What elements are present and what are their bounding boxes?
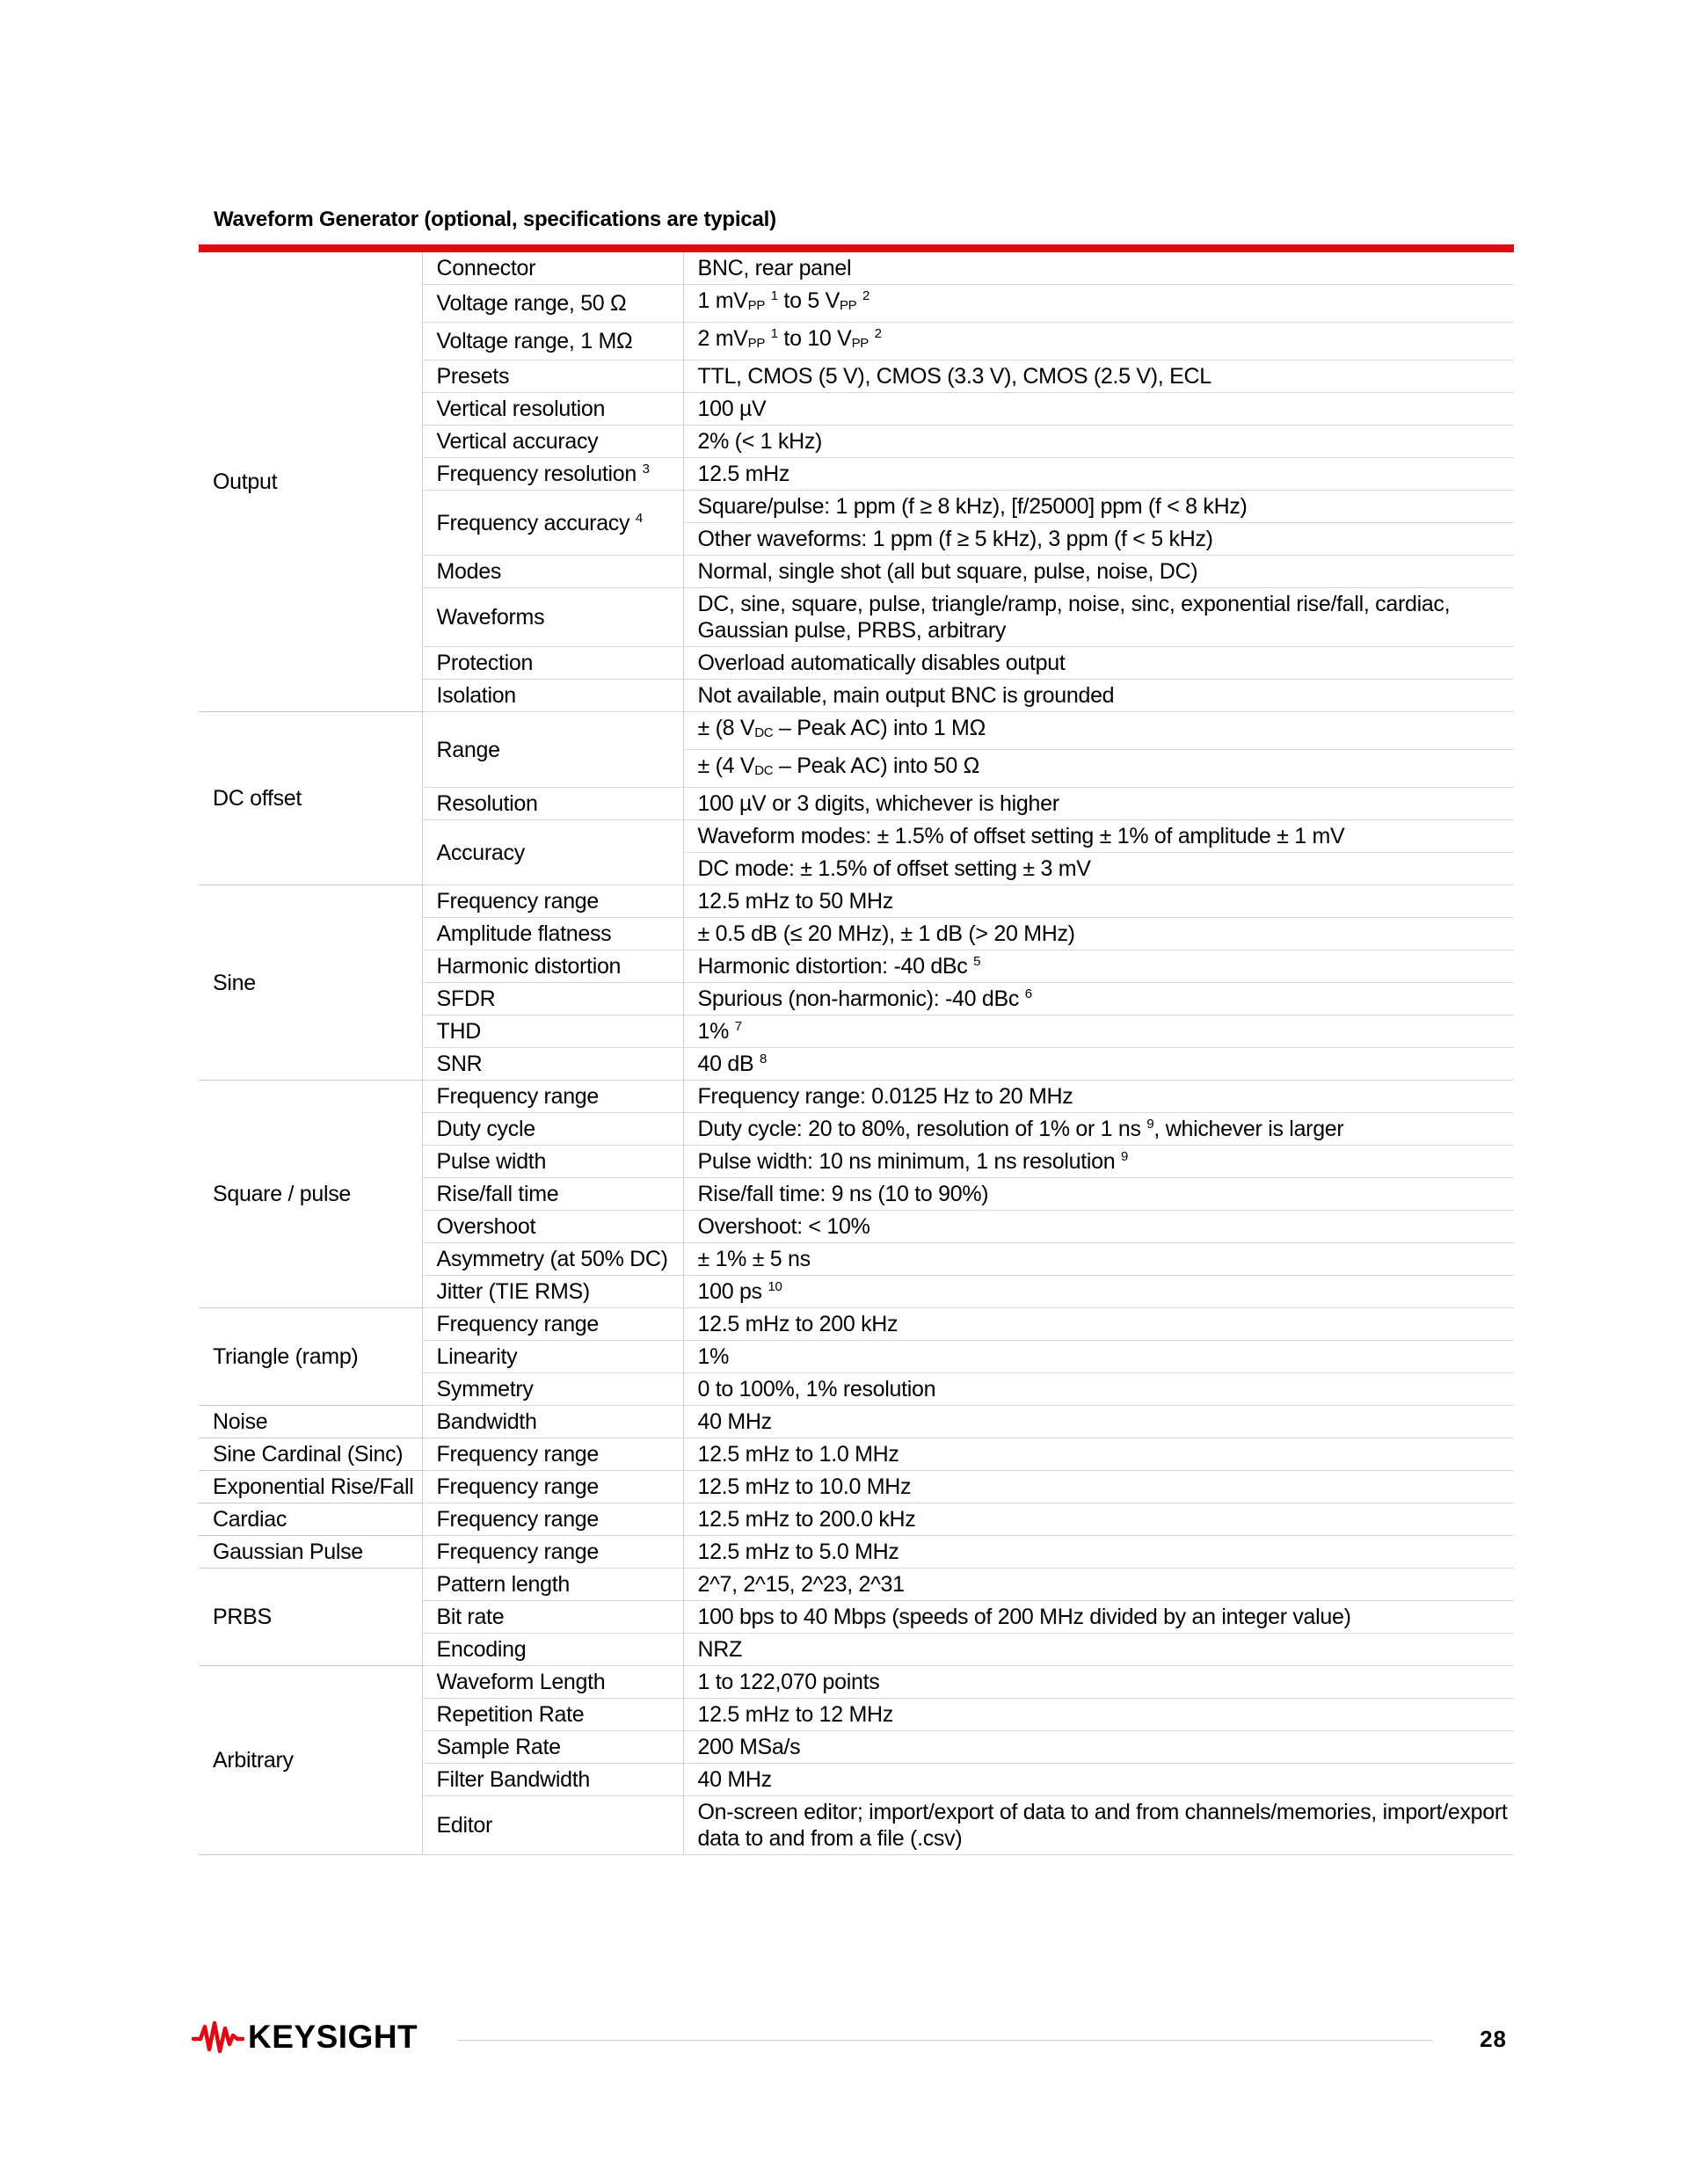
text-run: Frequency accuracy [436,510,636,535]
text-run: data to and from a file (.csv) [697,1826,963,1851]
spec-category: Sine [199,885,422,1081]
spec-value [683,1146,1514,1178]
spec-value [683,820,1514,885]
spec-value-line [698,558,1515,585]
spec-value [683,918,1514,950]
text-run: Other waveforms: 1 ppm (f ≥ 5 kHz), 3 ppm (f < 5 kHz) [697,527,1213,551]
text-run: Bandwidth [436,1409,537,1434]
text-run: Jitter (TIE RMS) [436,1279,590,1304]
spec-value [683,1276,1514,1308]
spec-value-line [698,288,1515,319]
spec-value-line [698,1701,1515,1728]
subscript: DC [754,763,774,778]
spec-value [683,1243,1514,1276]
spec-value [683,285,1514,323]
spec-parameter [422,1146,683,1178]
spec-parameter [422,588,683,647]
text-run: Duty cycle [436,1117,535,1141]
spec-parameter [422,1211,683,1243]
text-run: Asymmetry (at 50% DC) [436,1247,668,1271]
spec-parameter [422,885,683,918]
text-run: 12.5 mHz to 200 kHz [697,1312,899,1336]
spec-value-line [698,1474,1515,1500]
spec-table [199,244,1514,1855]
spec-value-line [698,650,1515,676]
footnote-ref: 8 [759,1052,768,1067]
keysight-logo [192,2019,418,2056]
spec-value [683,1536,1514,1569]
spec-value-line [698,986,1515,1012]
spec-value-line [698,790,1515,817]
text-run: On-screen editor; import/export of data to and from channels/memories, import/export [697,1800,1508,1824]
text-run: Pulse width [436,1149,547,1174]
text-run: Square/pulse: 1 ppm (f ≥ 8 kHz), [f/25000] ppm (f < 8 kHz) [697,494,1248,519]
spec-row [199,1406,1514,1438]
spec-value [683,1308,1514,1341]
text-run: Filter Bandwidth [436,1767,590,1792]
text-run: 12.5 mHz to 1.0 MHz [697,1442,899,1467]
spec-value [683,1634,1514,1666]
spec-value-line [698,1766,1515,1793]
text-run: 100 bps to 40 Mbps (speeds of 200 MHz divided by an integer value) [697,1605,1351,1629]
text-run: Pattern length [436,1572,570,1597]
spec-value [683,712,1514,788]
spec-parameter [422,1276,683,1308]
spec-value-line [684,491,1515,522]
text-run: Gaussian pulse, PRBS, arbitrary [697,618,1007,643]
spec-parameter [422,1764,683,1796]
text-run: Overshoot [436,1214,536,1239]
spec-value [683,1178,1514,1211]
spec-value-line [698,428,1515,455]
text-run: 200 MSa/s [697,1735,801,1759]
spec-value [683,788,1514,820]
spec-value [683,1764,1514,1796]
spec-value-line [698,1246,1515,1272]
spec-value [683,1731,1514,1764]
spec-value-line [698,591,1515,617]
spec-category: Arbitrary [199,1666,422,1855]
spec-row [199,1438,1514,1471]
spec-parameter [422,285,683,323]
spec-value-line [698,888,1515,914]
spec-parameter [422,323,683,360]
text-run: Frequency range [436,1084,600,1109]
text-run: Overload automatically disables output [697,651,1066,675]
spec-row [199,885,1514,918]
spec-parameter [422,1113,683,1146]
spec-value-line [698,1636,1515,1663]
text-run: Waveform modes: ± 1.5% of offset setting ± 1% of amplitude ± 1 mV [697,824,1345,848]
footnote-ref: 2 [862,288,870,303]
spec-category: Output [199,249,422,712]
spec-value-line [698,1051,1515,1077]
text-run: Accuracy [436,840,525,865]
spec-value [683,647,1514,680]
spec-value [683,1471,1514,1503]
spec-parameter [422,491,683,556]
spec-value-line [698,1409,1515,1435]
text-run: Resolution [436,791,538,816]
spec-value-line [698,461,1515,487]
text-run: Duty cycle: 20 to 80%, resolution of 1% or 1 ns [697,1117,1147,1141]
text-run: THD [436,1019,481,1044]
spec-value [683,950,1514,983]
text-run: Frequency range [436,1442,600,1467]
spec-value [683,360,1514,393]
text-run: 2^7, 2^15, 2^23, 2^31 [697,1572,905,1597]
text-run: 12.5 mHz to 5.0 MHz [697,1540,899,1564]
text-run: Isolation [436,683,516,708]
text-run: to 5 V [777,288,840,313]
spec-value [683,983,1514,1016]
text-run: Normal, single shot (all but square, pulse, noise, DC) [697,559,1198,584]
spec-value [683,426,1514,458]
spec-parameter [422,1081,683,1113]
text-run: 1% [697,1019,735,1044]
spec-row [199,1471,1514,1503]
spec-value [683,1081,1514,1113]
spec-parameter [422,1536,683,1569]
spec-value [683,588,1514,647]
spec-value [683,249,1514,285]
spec-parameter [422,1634,683,1666]
spec-value-line [698,1181,1515,1207]
spec-parameter [422,1373,683,1406]
spec-row [199,712,1514,788]
spec-value-line [698,1083,1515,1110]
spec-value [683,1503,1514,1536]
spec-parameter [422,788,683,820]
spec-value-line [684,712,1515,749]
footnote-ref: 1 [770,288,778,303]
spec-value-line [698,325,1515,357]
spec-value-line [698,396,1515,422]
spec-value-line [684,852,1515,885]
spec-value-line [698,1604,1515,1630]
text-run: Linearity [436,1344,518,1369]
text-run: Frequency resolution [436,462,643,486]
text-run: Harmonic distortion: -40 dBc [697,954,974,979]
text-run: 40 MHz [697,1409,772,1434]
spec-value-line [698,255,1515,281]
spec-category: Square / pulse [199,1081,422,1308]
keysight-wave-icon [192,2020,244,2055]
text-run: SNR [436,1052,483,1076]
text-run: ± 0.5 dB (≤ 20 MHz), ± 1 dB (> 20 MHz) [697,921,1075,946]
text-run: 0 to 100%, 1% resolution [697,1377,936,1401]
text-run: Rise/fall time [436,1182,559,1206]
subscript: PP [839,298,857,313]
page-footer [0,2013,1688,2066]
text-run: Voltage range, 50 Ω [436,291,627,316]
spec-parameter [422,1796,683,1855]
spec-value [683,1373,1514,1406]
text-run [869,326,875,351]
spec-value [683,1406,1514,1438]
text-run: Frequency range [436,1540,600,1564]
footer-divider [457,2040,1433,2041]
spec-value-line [698,1669,1515,1695]
spec-value-line [698,1343,1515,1370]
spec-parameter [422,820,683,885]
text-run [765,326,771,351]
spec-value [683,1113,1514,1146]
text-run: NRZ [697,1637,742,1662]
text-run: Bit rate [436,1605,505,1629]
spec-parameter [422,680,683,712]
spec-parameter [422,983,683,1016]
spec-parameter [422,1699,683,1731]
text-run: 40 dB [697,1052,760,1076]
footnote-ref: 5 [973,954,981,969]
spec-value-line [698,1441,1515,1467]
spec-value [683,1796,1514,1855]
text-run: Editor [436,1813,493,1838]
spec-parameter [422,1341,683,1373]
spec-parameter [422,1406,683,1438]
text-run: Connector [436,256,536,280]
spec-row [199,1503,1514,1536]
text-run: ± (4 V [697,753,755,778]
spec-value [683,1048,1514,1081]
spec-value-line [698,1148,1515,1175]
footnote-ref: 9 [1120,1149,1129,1164]
spec-value-line [698,1213,1515,1240]
spec-parameter [422,1016,683,1048]
section-title: Waveform Generator (optional, specifications are typical) [214,207,776,231]
spec-value-line [698,1116,1515,1142]
text-run: 100 µV or 3 digits, whichever is higher [697,791,1059,816]
spec-parameter [422,426,683,458]
text-run: 100 µV [697,397,767,421]
footnote-ref: 4 [635,510,643,526]
spec-value-line [698,953,1515,979]
spec-value-line [698,1799,1515,1825]
spec-parameter [422,712,683,788]
spec-row [199,1536,1514,1569]
spec-parameter [422,458,683,491]
spec-value [683,885,1514,918]
text-run: TTL, CMOS (5 V), CMOS (3.3 V), CMOS (2.5 V), ECL [697,364,1211,389]
text-run: Rise/fall time: 9 ns (10 to 90%) [697,1182,989,1206]
footnote-ref: 7 [734,1019,742,1034]
spec-value-line [684,820,1515,852]
spec-parameter [422,360,683,393]
text-run: – Peak AC) into 1 MΩ [773,716,986,740]
spec-value-line [698,1506,1515,1532]
text-run: to 10 V [777,326,852,351]
footnote-ref: 2 [874,326,882,341]
text-run: 2% (< 1 kHz) [697,429,823,454]
text-run: , whichever is larger [1153,1117,1344,1141]
spec-parameter [422,1503,683,1536]
text-run [765,288,771,313]
text-run: Vertical accuracy [436,429,599,454]
text-run: ± (8 V [697,716,755,740]
spec-parameter [422,1601,683,1634]
spec-value [683,1341,1514,1373]
text-run: 100 ps [697,1279,768,1304]
text-run: Frequency range [436,1312,600,1336]
text-run: 2 mV [697,326,748,351]
spec-parameter [422,1666,683,1699]
text-run: BNC, rear panel [697,256,852,280]
text-run: Overshoot: < 10% [697,1214,870,1239]
text-run: Protection [436,651,534,675]
text-run: 12.5 mHz to 50 MHz [697,889,893,914]
keysight-logo-text: KEYSIGHT [248,2019,418,2055]
text-run: Modes [436,559,502,584]
text-run: Voltage range, 1 MΩ [436,329,633,353]
spec-category: Gaussian Pulse [199,1536,422,1569]
spec-parameter [422,1048,683,1081]
spec-value-line [698,1018,1515,1045]
subscript: DC [754,725,774,740]
spec-value-line [698,1734,1515,1760]
spec-value-line [698,1278,1515,1305]
footnote-ref: 10 [768,1279,782,1294]
text-run: SFDR [436,986,496,1011]
spec-value-line [684,749,1515,787]
spec-value [683,1016,1514,1048]
footnote-ref: 1 [770,326,778,341]
spec-parameter [422,1471,683,1503]
text-run: Harmonic distortion [436,954,622,979]
footnote-ref: 9 [1146,1117,1154,1132]
spec-value [683,1699,1514,1731]
spec-value [683,556,1514,588]
spec-parameter [422,1569,683,1601]
text-run: Waveforms [436,605,545,630]
text-run: DC mode: ± 1.5% of offset setting ± 3 mV [697,856,1091,881]
spec-table-body [199,249,1514,1855]
subscript: PP [851,336,869,351]
text-run: Vertical resolution [436,397,606,421]
spec-row [199,1081,1514,1113]
text-run: Waveform Length [436,1670,606,1694]
spec-value-line [684,522,1515,555]
spec-parameter [422,1308,683,1341]
spec-row [199,1666,1514,1699]
footnote-ref: 6 [1024,986,1032,1001]
subscript: PP [747,336,766,351]
text-run: – Peak AC) into 50 Ω [773,753,980,778]
text-run: DC, sine, square, pulse, triangle/ramp, noise, sinc, exponential rise/fall, cardiac, [697,592,1451,616]
spec-value-line [698,363,1515,389]
spec-value [683,680,1514,712]
spec-value-line [698,617,1515,644]
text-run: 40 MHz [697,1767,772,1792]
subscript: PP [747,298,766,313]
text-run: 12.5 mHz to 200.0 kHz [697,1507,916,1532]
spec-parameter [422,249,683,285]
spec-value-line [698,1825,1515,1852]
text-run: Amplitude flatness [436,921,612,946]
spec-value [683,1211,1514,1243]
spec-parameter [422,1438,683,1471]
spec-category: Noise [199,1406,422,1438]
spec-category: Sine Cardinal (Sinc) [199,1438,422,1471]
spec-value-line [698,1571,1515,1598]
spec-category: Exponential Rise/Fall [199,1471,422,1503]
text-run: 1 mV [697,288,748,313]
spec-parameter [422,556,683,588]
spec-value-line [698,1539,1515,1565]
text-run: Range [436,737,500,762]
spec-parameter [422,1243,683,1276]
footnote-ref: 3 [642,462,650,477]
spec-parameter [422,918,683,950]
text-run: Frequency range [436,1474,600,1499]
spec-category: PRBS [199,1569,422,1666]
spec-parameter [422,1731,683,1764]
text-run: Frequency range: 0.0125 Hz to 20 MHz [697,1084,1073,1109]
spec-category: DC offset [199,712,422,885]
spec-value [683,1666,1514,1699]
spec-value-line [698,682,1515,709]
text-run: 12.5 mHz to 10.0 MHz [697,1474,912,1499]
text-run: 12.5 mHz to 12 MHz [697,1702,893,1727]
spec-value [683,323,1514,360]
spec-value [683,393,1514,426]
spec-value-line [698,1376,1515,1402]
text-run: 1 to 122,070 points [697,1670,880,1694]
spec-category: Triangle (ramp) [199,1308,422,1406]
spec-value-line [698,1311,1515,1337]
text-run: Repetition Rate [436,1702,585,1727]
spec-row [199,249,1514,285]
spec-row [199,1308,1514,1341]
spec-row [199,1569,1514,1601]
text-run: 12.5 mHz [697,462,790,486]
spec-category: Cardiac [199,1503,422,1536]
text-run: 1% [697,1344,730,1369]
text-run: Symmetry [436,1377,534,1401]
text-run: Presets [436,364,510,389]
spec-parameter [422,393,683,426]
text-run: Not available, main output BNC is grounded [697,683,1115,708]
spec-parameter [422,1178,683,1211]
text-run: Sample Rate [436,1735,561,1759]
text-run: Frequency range [436,1507,600,1532]
spec-value [683,1438,1514,1471]
spec-value [683,1569,1514,1601]
spec-parameter [422,647,683,680]
spec-value [683,1601,1514,1634]
page-number: 28 [1480,2026,1507,2052]
spec-value [683,458,1514,491]
spec-parameter [422,950,683,983]
text-run: Frequency range [436,889,600,914]
text-run: Spurious (non-harmonic): -40 dBc [697,986,1025,1011]
text-run: Encoding [436,1637,527,1662]
text-run: ± 1% ± 5 ns [697,1247,811,1271]
text-run: Pulse width: 10 ns minimum, 1 ns resolution [697,1149,1121,1174]
spec-value-line [698,921,1515,947]
spec-value [683,491,1514,556]
